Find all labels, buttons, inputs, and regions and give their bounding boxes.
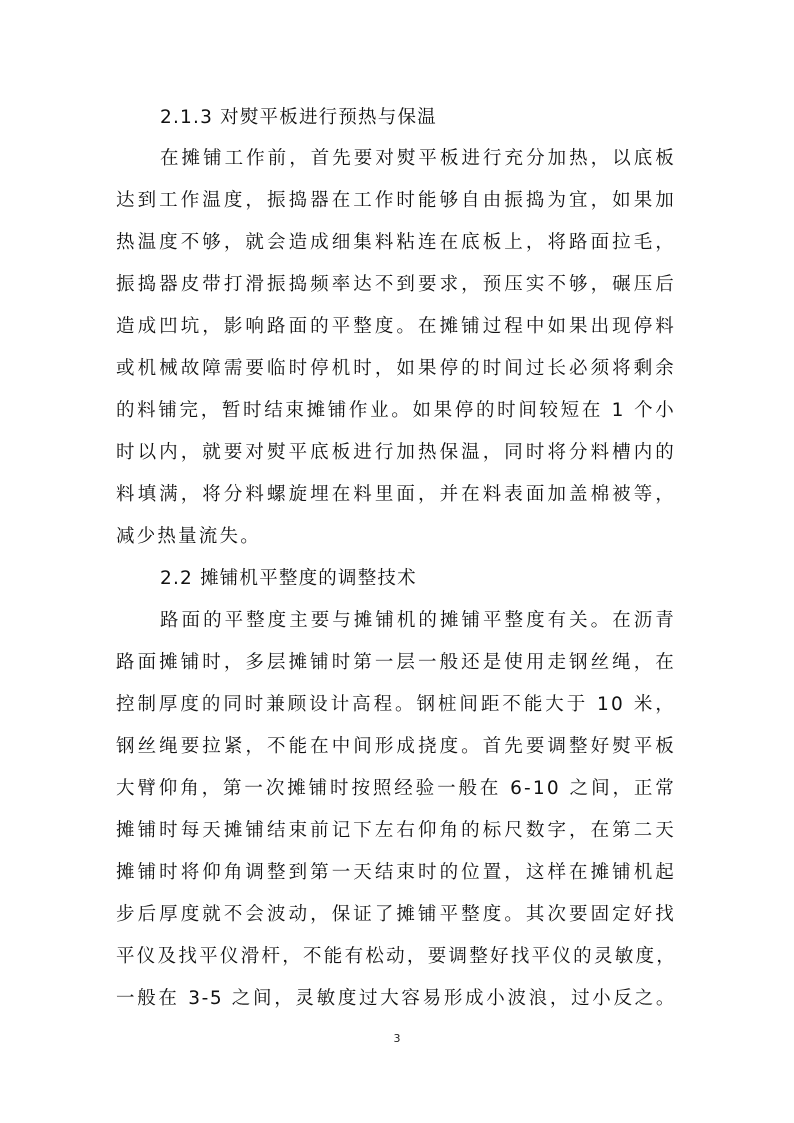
paragraph-line: 减少热量流失。 (116, 526, 261, 547)
paragraph-line: 达到工作温度，振捣器在工作时能够自由振捣为宜，如果加 (116, 190, 676, 211)
paragraph-line: 控制厚度的同时兼顾设计高程。钢桩间距不能大于 10 米， (116, 694, 676, 715)
page-number: 3 (393, 1032, 401, 1045)
section-heading: 2.1.3 对熨平板进行预热与保温 (160, 107, 437, 128)
paragraph-line: 料填满，将分料螺旋埋在料里面，并在料表面加盖棉被等， (116, 484, 676, 505)
paragraph-line: 路面的平整度主要与摊铺机的摊铺平整度有关。在沥青 (160, 610, 676, 631)
paragraph-line: 大臂仰角，第一次摊铺时按照经验一般在 6-10 之间，正常 (116, 778, 676, 799)
paragraph-line: 路面摊铺时，多层摊铺时第一层一般还是使用走钢丝绳，在 (116, 652, 676, 673)
paragraph-line: 或机械故障需要临时停机时，如果停的时间过长必须将剩余 (116, 358, 676, 379)
paragraph-line: 的料铺完，暂时结束摊铺作业。如果停的时间较短在 1 个小 (116, 400, 676, 421)
paragraph-line: 时以内，就要对熨平底板进行加热保温，同时将分料槽内的 (116, 442, 676, 463)
paragraph-line: 在摊铺工作前，首先要对熨平板进行充分加热，以底板 (160, 148, 676, 169)
paragraph-line: 摊铺时将仰角调整到第一天结束时的位置，这样在摊铺机起 (116, 862, 676, 883)
paragraph-line: 步后厚度就不会波动，保证了摊铺平整度。其次要固定好找 (116, 904, 676, 925)
section-heading: 2.2 摊铺机平整度的调整技术 (160, 568, 417, 589)
paragraph-line: 振捣器皮带打滑振捣频率达不到要求，预压实不够，碾压后 (116, 274, 676, 295)
paragraph-line: 一般在 3-5 之间，灵敏度过大容易形成小波浪，过小反之。 (116, 988, 676, 1009)
paragraph-line: 摊铺时每天摊铺结束前记下左右仰角的标尺数字，在第二天 (116, 820, 676, 841)
paragraph-line: 热温度不够，就会造成细集料粘连在底板上，将路面拉毛， (116, 232, 676, 253)
paragraph-line: 造成凹坑，影响路面的平整度。在摊铺过程中如果出现停料 (116, 316, 676, 337)
paragraph-line: 钢丝绳要拉紧，不能在中间形成挠度。首先要调整好熨平板 (116, 736, 676, 757)
paragraph-line: 平仪及找平仪滑杆，不能有松动，要调整好找平仪的灵敏度， (116, 946, 676, 967)
